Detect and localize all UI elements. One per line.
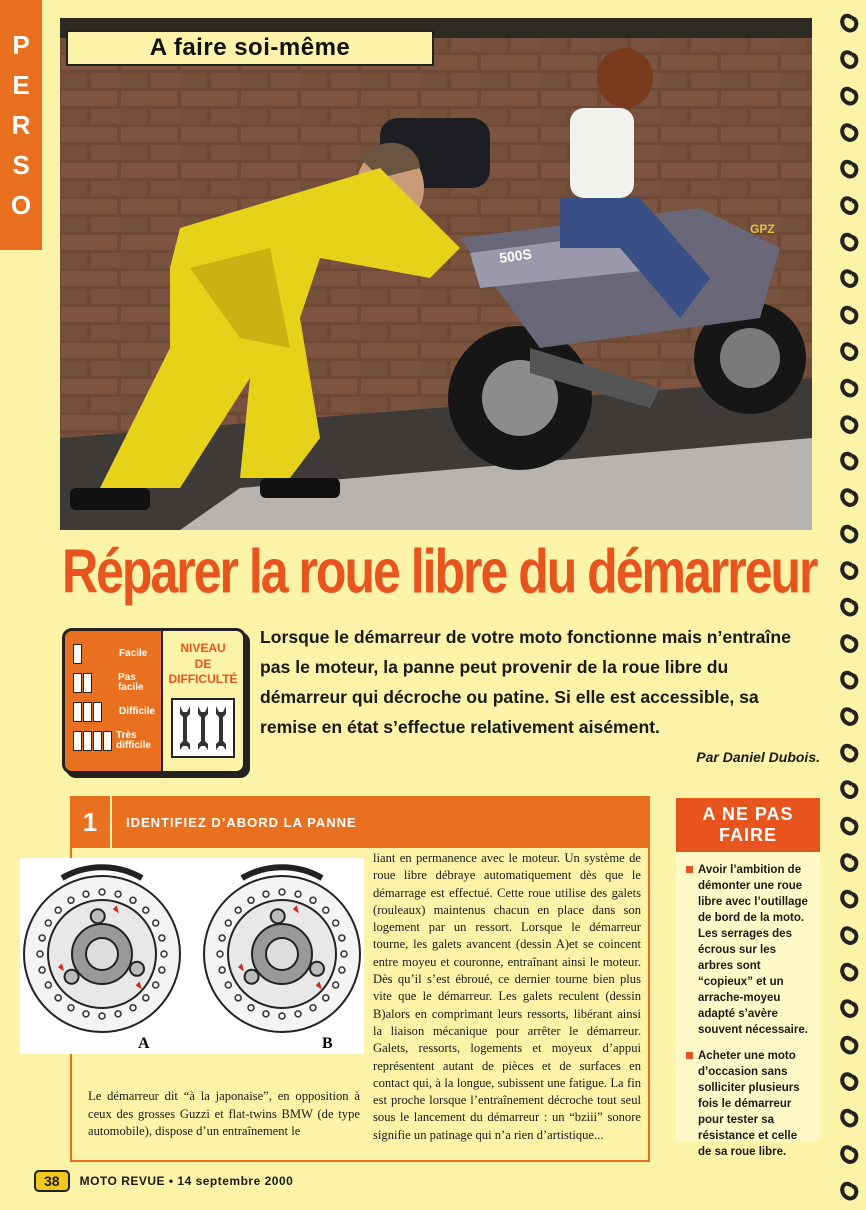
binding-ring: [842, 454, 856, 469]
difficulty-label: Facile: [119, 647, 148, 659]
binding-ring: [842, 125, 856, 140]
article-headline: Réparer la roue libre du démarreur: [62, 536, 817, 607]
difficulty-level: [73, 641, 163, 667]
diagram-label-a: A: [138, 1035, 150, 1052]
kicker-label: A faire soi-même: [66, 30, 434, 66]
difficulty-label: Difficile: [119, 705, 156, 717]
dont-do-list: [676, 852, 820, 1160]
binding-ring: [842, 89, 856, 104]
wrench-icon-group: [73, 731, 112, 751]
page-number: 38: [34, 1170, 70, 1192]
binding-ring: [842, 1111, 856, 1126]
dont-do-box: [676, 798, 820, 1158]
section-title: IDENTIFIEZ D’ABORD LA PANNE: [126, 814, 357, 830]
binding-ring: [842, 52, 856, 67]
motorcycle-push-illustration: [60, 18, 812, 530]
tab-letter: O: [10, 190, 32, 220]
wrench-icon: [178, 704, 192, 752]
difficulty-box: [62, 628, 246, 774]
wrench-icon-group: [73, 702, 115, 722]
binding-ring: [842, 381, 856, 396]
magazine-credit: MOTO REVUE • 14 septembre 2000: [79, 1174, 294, 1188]
binding-ring: [842, 271, 856, 286]
roller: [271, 909, 285, 923]
section-tab: [0, 0, 42, 250]
difficulty-title: NIVEAU DE DIFFICULTÉ: [168, 641, 238, 687]
clutch-diagram-svg: [20, 858, 364, 1054]
dont-do-title: A NE PAS FAIRE: [676, 798, 820, 852]
wrench-icon-group: [73, 644, 115, 664]
binding-ring: [842, 527, 856, 542]
byline: Par Daniel Dubois.: [696, 749, 820, 765]
starter-clutch-diagrams: [20, 858, 364, 1054]
binding-ring: [842, 563, 856, 578]
binding-ring: [842, 746, 856, 761]
list-item: Acheter une moto d’occasion sans solliciter plusieurs fois le démarreur pour tester sa résistance et celle de sa roue libre.: [684, 1048, 812, 1160]
difficulty-label: Pas facile: [117, 671, 144, 693]
roller: [310, 962, 324, 976]
binding-ring: [842, 16, 856, 31]
binding-ring: [842, 709, 856, 724]
difficulty-legend: [73, 641, 163, 757]
difficulty-rating: [161, 631, 243, 771]
binding-ring: [842, 308, 856, 323]
binding-ring: [842, 636, 856, 651]
binding-ring: [842, 965, 856, 980]
hero-photo: [60, 18, 812, 530]
diagram-label-b: B: [322, 1035, 333, 1052]
binding-ring: [842, 819, 856, 834]
binding-ring: [842, 417, 856, 432]
article-intro: Lorsque le démarreur de votre moto fonctionne mais n’entraîne pas le moteur, la panne peut provenir de la roue libre du démarreur qui décroche ou patine. Si elle est accessible, sa remise en état s’effectue relativement aisément.: [260, 627, 791, 737]
wrench-icon: [196, 704, 210, 752]
tab-letter: R: [11, 110, 31, 140]
binding-ring: [842, 600, 856, 615]
difficulty-level: [73, 670, 163, 696]
wrench-icon-group: [73, 673, 114, 693]
wrench-rating-icon: [171, 698, 235, 758]
difficulty-level: [73, 699, 163, 725]
page-footer: [34, 1170, 293, 1192]
binding-ring: [842, 235, 856, 250]
roller: [65, 970, 79, 984]
tab-letter: E: [12, 70, 30, 100]
bike-decal: 500S: [498, 245, 533, 266]
roller: [245, 970, 259, 984]
section-body-left: Le démarreur dit “à la japonaise”, en opposition à ceux des grosses Guzzi et flat-twins BMW (de type automobile), dispose d’un entraînement le: [88, 1089, 360, 1138]
list-item: Avoir l’ambition de démonter une roue libre avec l’outillage de bord de la moto. Les serrages des écrous sur les arbres sont “copieux” et un arrache-moyeu adapté s’avère souvent nécessaire.: [684, 862, 812, 1038]
binding-ring: [842, 673, 856, 688]
tab-letter: P: [12, 30, 30, 60]
bike-badge: GPZ: [750, 222, 775, 236]
binding-ring: [842, 928, 856, 943]
binding-ring: [842, 782, 856, 797]
binding-ring: [842, 344, 856, 359]
binding-ring: [842, 892, 856, 907]
tab-letter: S: [12, 150, 30, 180]
section-number: 1: [70, 796, 112, 848]
binding-ring: [842, 162, 856, 177]
section-header: [70, 796, 650, 848]
binding-ring: [842, 1147, 856, 1162]
difficulty-label: Très difficile: [116, 729, 152, 751]
binding-ring: [842, 490, 856, 505]
binding-ring: [842, 1074, 856, 1089]
roller: [91, 909, 105, 923]
binding-ring: [842, 855, 856, 870]
binding-ring: [842, 198, 856, 213]
roller: [130, 962, 144, 976]
difficulty-level: [73, 728, 163, 754]
wrench-icon: [214, 704, 228, 752]
binding-ring: [842, 1001, 856, 1016]
binding-ring: [842, 1038, 856, 1053]
section-body-right: liant en permanence avec le moteur. Un système de roue libre débraye automatiquement dès que le démarrage est effectué. Cette roue utilise des galets (rouleaux) maintenus chacun en place dans son logement par un ressort. Lorsque le démarreur tourne, les galets avancent (dessin A)et se coincent entre moyeu et couronne, entraînant ainsi le moteur. Dès qu’il s’est ébroué, ce dernier tourne bien plus vite que le démarreur. Les galets reculent (dessin B)alors en comprimant leurs ressorts, libérant ainsi la liaison mécanique pour arrêter le démarreur. Galets, ressorts, logements et moyeux d’appui représentent autant de pièces et de surfaces en contact qui, à la longue, subissent une fatigue. La fin est proche lorsque l’entraînement décroche tout seul sous le lancement du démarreur : un “bziii” sonore signifie un patinage qui n’a rien d’artistique...: [373, 851, 641, 1142]
binding-ring: [842, 1184, 856, 1199]
